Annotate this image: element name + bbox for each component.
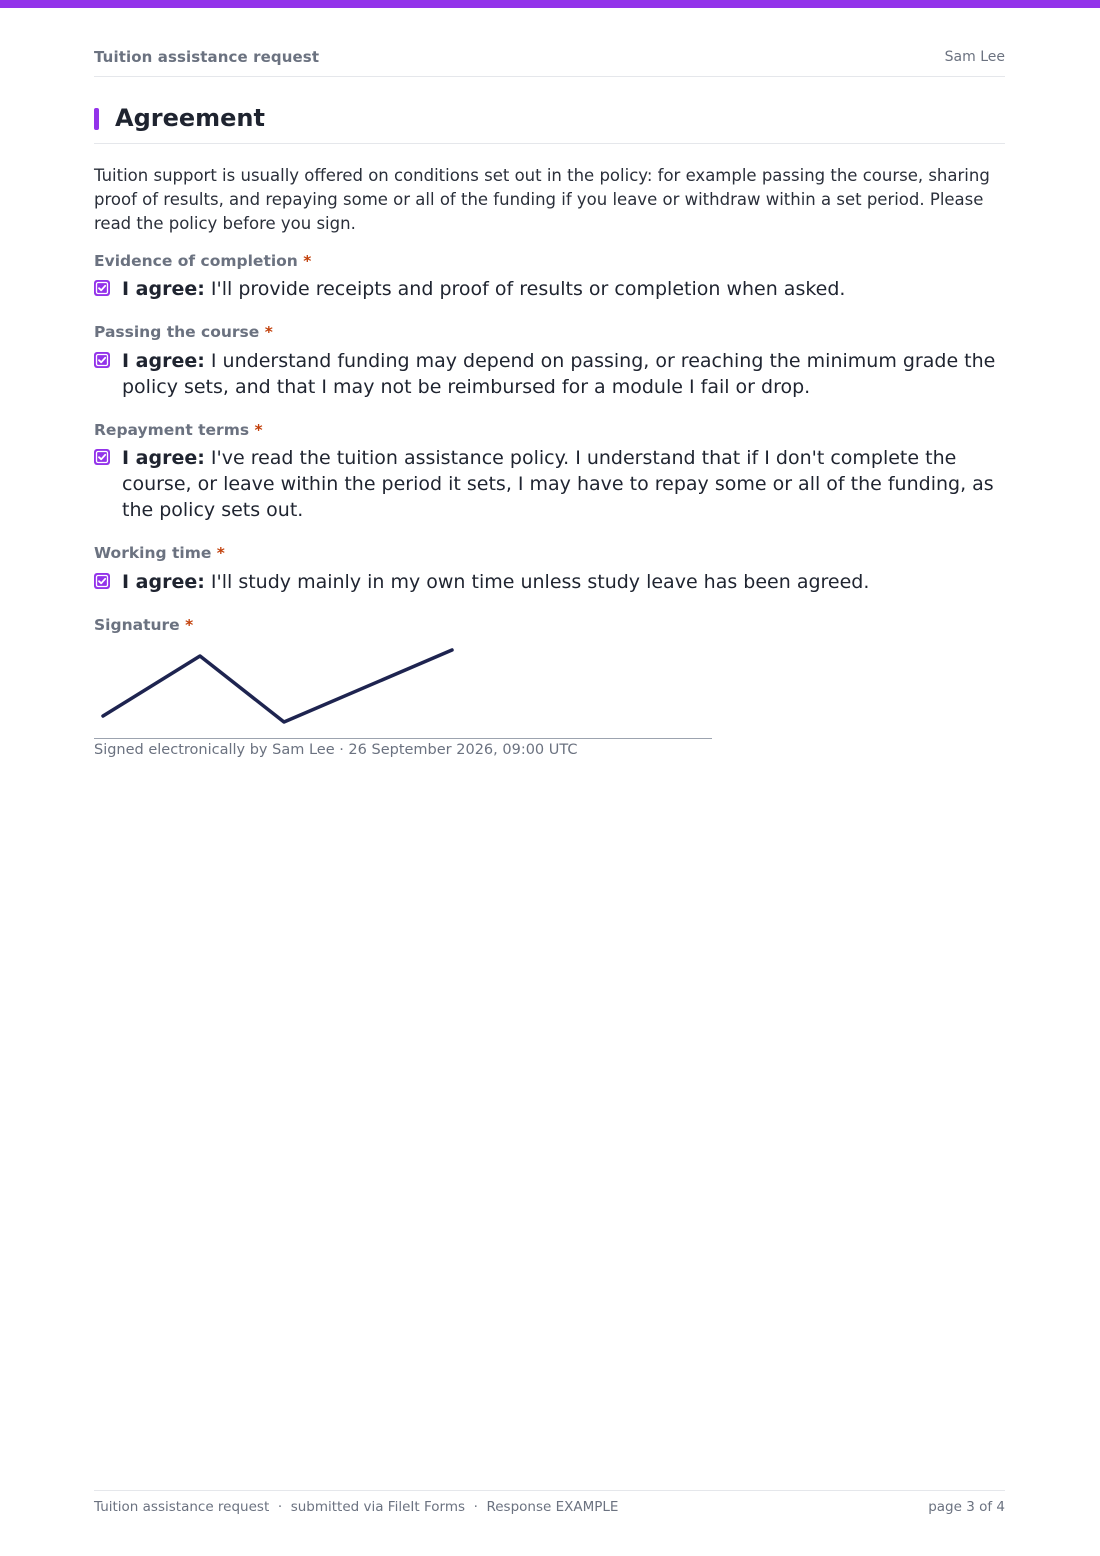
field-label-working-time [94, 544, 225, 562]
required-marker: * [216, 544, 225, 562]
agree-label: I agree: [122, 447, 205, 469]
required-marker: * [303, 252, 312, 270]
checkmark-icon [94, 449, 110, 465]
agree-label: I agree: [122, 571, 205, 593]
checked-checkbox[interactable] [94, 573, 110, 589]
page-number: page 3 of 4 [928, 1499, 1005, 1515]
accent-top-bar [0, 0, 1100, 8]
field-label-text: Evidence of completion [94, 252, 298, 270]
agreement-repayment-terms[interactable] [94, 445, 1005, 523]
agreement-text [122, 569, 1005, 595]
agreement-text [122, 276, 1005, 302]
field-label-text: Signature [94, 616, 180, 634]
agreement-statement: I've read the tuition assistance policy. I understand that if I don't complete the course, or leave within the period it sets, I may have to repay some or all of the funding, as the policy sets out. [122, 447, 994, 521]
agreement-statement: I'll study mainly in my own time unless study leave has been agreed. [210, 571, 870, 593]
agreement-text [122, 445, 1005, 523]
field-label-passing-the-course [94, 323, 273, 341]
agreement-passing-the-course[interactable] [94, 348, 1005, 400]
agree-label: I agree: [122, 278, 205, 300]
signature-drawing [94, 642, 712, 738]
page-footer [94, 1490, 1005, 1521]
section-intro: Tuition support is usually offered on conditions set out in the policy: for example passing the course, sharing proof of results, and repaying some or all of the funding if you leave or withdraw within a set period. Please read the policy before you sign. [94, 166, 990, 233]
form-title: Tuition assistance request [94, 48, 320, 66]
footer-info: Tuition assistance request · submitted via FileIt Forms · Response EXAMPLE [94, 1499, 619, 1515]
signature-pad[interactable] [94, 642, 712, 739]
field-label-evidence-of-completion [94, 252, 311, 270]
checkmark-icon [94, 573, 110, 589]
agreement-evidence-of-completion[interactable] [94, 276, 1005, 302]
section-heading [94, 104, 1005, 144]
agree-label: I agree: [122, 350, 205, 372]
agreement-working-time[interactable] [94, 569, 1005, 595]
required-marker: * [254, 421, 263, 439]
field-label-signature [94, 616, 193, 634]
field-label-text: Passing the course [94, 323, 260, 341]
field-label-text: Working time [94, 544, 212, 562]
required-marker: * [185, 616, 194, 634]
checked-checkbox[interactable] [94, 449, 110, 465]
checked-checkbox[interactable] [94, 352, 110, 368]
agreement-statement: I'll provide receipts and proof of results or completion when asked. [210, 278, 846, 300]
respondent-name: Sam Lee [944, 49, 1005, 65]
section-title: Agreement [115, 104, 265, 132]
required-marker: * [264, 323, 273, 341]
field-label-text: Repayment terms [94, 421, 250, 439]
field-label-repayment-terms [94, 421, 263, 439]
agreement-text [122, 348, 1005, 400]
page-header [94, 48, 1005, 77]
section-accent-marker [94, 108, 99, 130]
checkmark-icon [94, 280, 110, 296]
checkmark-icon [94, 352, 110, 368]
checked-checkbox[interactable] [94, 280, 110, 296]
signature-caption: Signed electronically by Sam Lee · 26 September 2026, 09:00 UTC [94, 742, 578, 758]
agreement-statement: I understand funding may depend on passing, or reaching the minimum grade the policy sets, and that I may not be reimbursed for a module I fail or drop. [122, 350, 996, 398]
